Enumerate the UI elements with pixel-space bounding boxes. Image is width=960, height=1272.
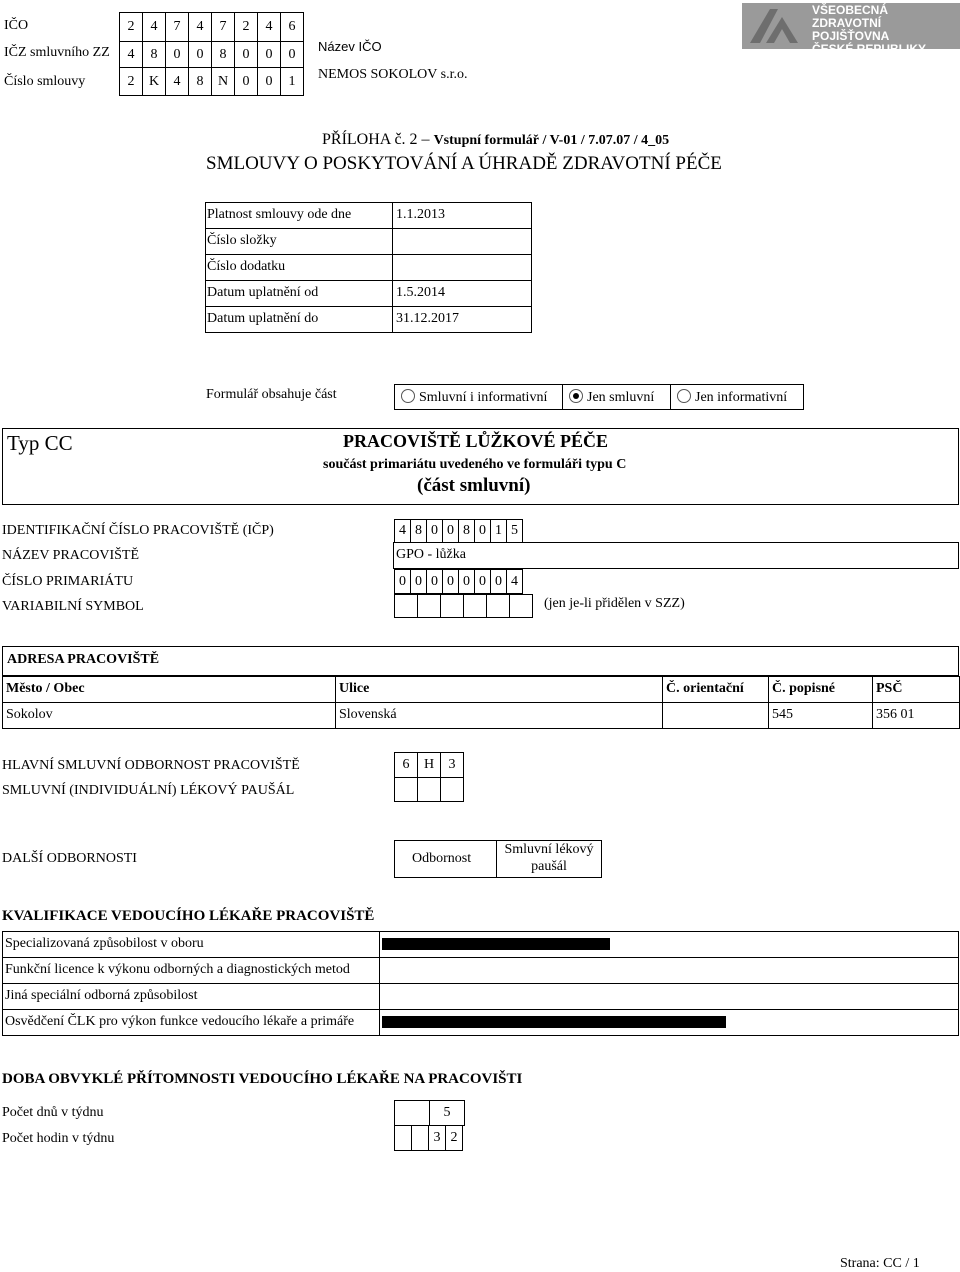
- nazev-pracoviste-field: [393, 542, 959, 569]
- vs-digit: [463, 594, 487, 618]
- validity-row-value: [392, 228, 532, 255]
- vs-digit: [440, 594, 464, 618]
- primariat-digit: 0: [474, 569, 491, 594]
- qualification-row-value: [379, 1009, 959, 1036]
- hours-digit: 2: [445, 1125, 463, 1151]
- page-number: Strana: CC / 1: [840, 1256, 920, 1271]
- qualification-row-label: Specializovaná způsobilost v oboru: [2, 931, 380, 958]
- other-specialty-col1: [394, 840, 497, 878]
- qualification-row-label: Jiná speciální odborná způsobilost: [2, 983, 380, 1010]
- primariat-digit: 0: [442, 569, 459, 594]
- validity-row-label: Datum uplatnění od: [205, 280, 393, 307]
- address-header-cell: Město / Obec: [2, 676, 336, 703]
- ico-digit: 4: [257, 12, 281, 42]
- radio-icon[interactable]: [401, 389, 415, 403]
- redaction-bar: [382, 938, 610, 950]
- ico-label: IČO: [4, 18, 29, 33]
- qualification-row-value: [379, 983, 959, 1010]
- other-col2-label: Smluvní lékový paušál: [504, 842, 594, 874]
- address-title: ADRESA PRACOVIŠTĚ: [7, 652, 160, 667]
- primariat-digit: 0: [458, 569, 475, 594]
- icz-digit: 4: [119, 41, 143, 68]
- primariat-digit: 4: [506, 569, 523, 594]
- other-col1-label: Odbornost: [412, 851, 472, 866]
- icp-digit: 0: [426, 519, 443, 543]
- smlouva-digit: 8: [188, 67, 212, 96]
- ico-digit: 6: [280, 12, 304, 42]
- primariat-digit: 0: [410, 569, 427, 594]
- validity-row-label: Číslo složky: [205, 228, 393, 255]
- vs-note: (jen je-li přidělen v SZZ): [544, 596, 685, 611]
- icz-digit: 8: [142, 41, 166, 68]
- ico-digit: 2: [234, 12, 258, 42]
- pausal-label: SMLUVNÍ (INDIVIDUÁLNÍ) LÉKOVÝ PAUŠÁL: [2, 783, 295, 798]
- icz-label: IČZ smluvního ZZ: [4, 45, 110, 60]
- title-form-code: Vstupní formulář / V-01 / 7.07.07 / 4_05: [433, 133, 670, 148]
- primariat-digit: 0: [394, 569, 411, 594]
- validity-row-label: Platnost smlouvy ode dne: [205, 202, 393, 229]
- icp-digit: 8: [410, 519, 427, 543]
- smlouva-digit: 4: [165, 67, 189, 96]
- pausal-digit: [440, 777, 464, 802]
- form-part-options: [394, 384, 804, 410]
- other-specialty-col2: [496, 840, 602, 878]
- title-prefix: PŘÍLOHA č. 2 –: [322, 131, 430, 148]
- icz-digit: 8: [211, 41, 235, 68]
- cislo-smlouvy-label: Číslo smlouvy: [4, 74, 86, 89]
- presence-title: DOBA OBVYKLÉ PŘÍTOMNOSTI VEDOUCÍHO LÉKAŘE NA PRACOVIŠTI: [2, 1071, 523, 1087]
- main-specialty-digit: 6: [394, 752, 418, 778]
- vs-digit: [394, 594, 418, 618]
- pausal-digit: [394, 777, 418, 802]
- vs-digit: [509, 594, 533, 618]
- hours-digit: [394, 1125, 412, 1151]
- logo-line-2: ZDRAVOTNÍ POJIŠŤOVNA: [812, 16, 890, 43]
- radio-icon[interactable]: [677, 389, 691, 403]
- vzp-logo: [742, 3, 960, 56]
- main-specialty-digit: 3: [440, 752, 464, 778]
- type-box: [2, 428, 959, 505]
- ico-digit: 7: [211, 12, 235, 42]
- qualification-title: KVALIFIKACE VEDOUCÍHO LÉKAŘE PRACOVIŠTĚ: [2, 908, 375, 924]
- primariat-digit: 0: [426, 569, 443, 594]
- address-value-cell: Slovenská: [335, 702, 663, 729]
- validity-row-value: [392, 254, 532, 281]
- address-value-cell: 356 01: [872, 702, 960, 729]
- icp-digit: 8: [458, 519, 475, 543]
- validity-row-value: 1.5.2014: [392, 280, 532, 307]
- redaction-bar: [382, 1016, 726, 1028]
- validity-row-value: 31.12.2017: [392, 306, 532, 333]
- type-heading: PRACOVIŠTĚ LŮŽKOVÉ PÉČE: [343, 431, 609, 451]
- qualification-row-label: Osvědčení ČLK pro výkon funkce vedoucího lékaře a primáře: [2, 1009, 380, 1036]
- icp-digit: 0: [442, 519, 459, 543]
- validity-row-label: Číslo dodatku: [205, 254, 393, 281]
- icz-digit: 0: [188, 41, 212, 68]
- ico-digit: 7: [165, 12, 189, 42]
- hours-digit: 3: [428, 1125, 446, 1151]
- nazev-pracoviste-label: NÁZEV PRACOVIŠTĚ: [2, 548, 140, 563]
- vs-digit: [417, 594, 441, 618]
- vs-label: VARIABILNÍ SYMBOL: [2, 599, 144, 614]
- radio-icon[interactable]: [569, 389, 583, 403]
- qualification-row-label: Funkční licence k výkonu odborných a diagnostických metod: [2, 957, 380, 984]
- ico-digit: 4: [188, 12, 212, 42]
- address-header-cell: PSČ: [872, 676, 960, 703]
- main-specialty-digit: H: [417, 752, 441, 778]
- icz-digit: 0: [165, 41, 189, 68]
- hours-digit: [411, 1125, 429, 1151]
- smlouva-digit: 0: [234, 67, 258, 96]
- nazev-ico-label: Název IČO: [318, 39, 382, 54]
- vs-digit: [486, 594, 510, 618]
- option-smluvni-i-informativni[interactable]: Smluvní i informativní: [401, 389, 547, 406]
- icz-digit: 0: [234, 41, 258, 68]
- smlouva-digit: K: [142, 67, 166, 96]
- qualification-row-value: [379, 931, 959, 958]
- form-part-label: Formulář obsahuje část: [206, 387, 337, 402]
- primariat-digit: 0: [490, 569, 507, 594]
- icp-label: IDENTIFIKAČNÍ ČÍSLO PRACOVIŠTĚ (IČP): [2, 523, 274, 538]
- logo-line-1: VŠEOBECNÁ: [812, 3, 889, 17]
- address-header-cell: Č. popisné: [768, 676, 873, 703]
- nazev-ico-value: NEMOS SOKOLOV s.r.o.: [318, 67, 468, 82]
- days-label: Počet dnů v týdnu: [2, 1105, 104, 1120]
- pausal-digit: [417, 777, 441, 802]
- address-value-cell: Sokolov: [2, 702, 336, 729]
- primariat-label: ČÍSLO PRIMARIÁTU: [2, 574, 134, 589]
- address-value-cell: 545: [768, 702, 873, 729]
- title-line-2: SMLOUVY O POSKYTOVÁNÍ A ÚHRADĚ ZDRAVOTNÍ PÉČE: [206, 153, 722, 174]
- option-jen-informativni[interactable]: Jen informativní: [677, 389, 787, 406]
- nazev-pracoviste-value: GPO - lůžka: [396, 547, 466, 562]
- qualification-row-value: [379, 957, 959, 984]
- type-part: (část smluvní): [417, 475, 531, 496]
- other-specialty-label: DALŠÍ ODBORNOSTI: [2, 851, 137, 866]
- address-header-cell: Ulice: [335, 676, 663, 703]
- validity-row-value: 1.1.2013: [392, 202, 532, 229]
- icp-digit: 4: [394, 519, 411, 543]
- smlouva-digit: 0: [257, 67, 281, 96]
- main-specialty-label: HLAVNÍ SMLUVNÍ ODBORNOST PRACOVIŠTĚ: [2, 758, 300, 773]
- hours-label: Počet hodin v týdnu: [2, 1131, 115, 1146]
- option-jen-smluvni[interactable]: Jen smluvní: [569, 389, 654, 406]
- type-subheading: součást primariátu uvedeného ve formuláři typu C: [323, 457, 627, 472]
- smlouva-digit: 2: [119, 67, 143, 96]
- address-title-box: [2, 646, 959, 676]
- ico-digit: 4: [142, 12, 166, 42]
- icz-digit: 0: [280, 41, 304, 68]
- icp-digit: 5: [506, 519, 523, 543]
- title-line-1: [322, 131, 669, 149]
- icp-digit: 1: [490, 519, 507, 543]
- days-digit: [394, 1100, 430, 1126]
- address-value-cell: [662, 702, 769, 729]
- days-digit: 5: [429, 1100, 465, 1126]
- icz-digit: 0: [257, 41, 281, 68]
- logo-line-3: ČESKÉ REPUBLIKY: [812, 42, 927, 56]
- smlouva-digit: 1: [280, 67, 304, 96]
- vzp-logo-icon: [748, 7, 800, 45]
- ico-digit: 2: [119, 12, 143, 42]
- smlouva-digit: N: [211, 67, 235, 96]
- validity-row-label: Datum uplatnění do: [205, 306, 393, 333]
- address-header-cell: Č. orientační: [662, 676, 769, 703]
- icp-digit: 0: [474, 519, 491, 543]
- type-label: Typ CC: [7, 431, 73, 455]
